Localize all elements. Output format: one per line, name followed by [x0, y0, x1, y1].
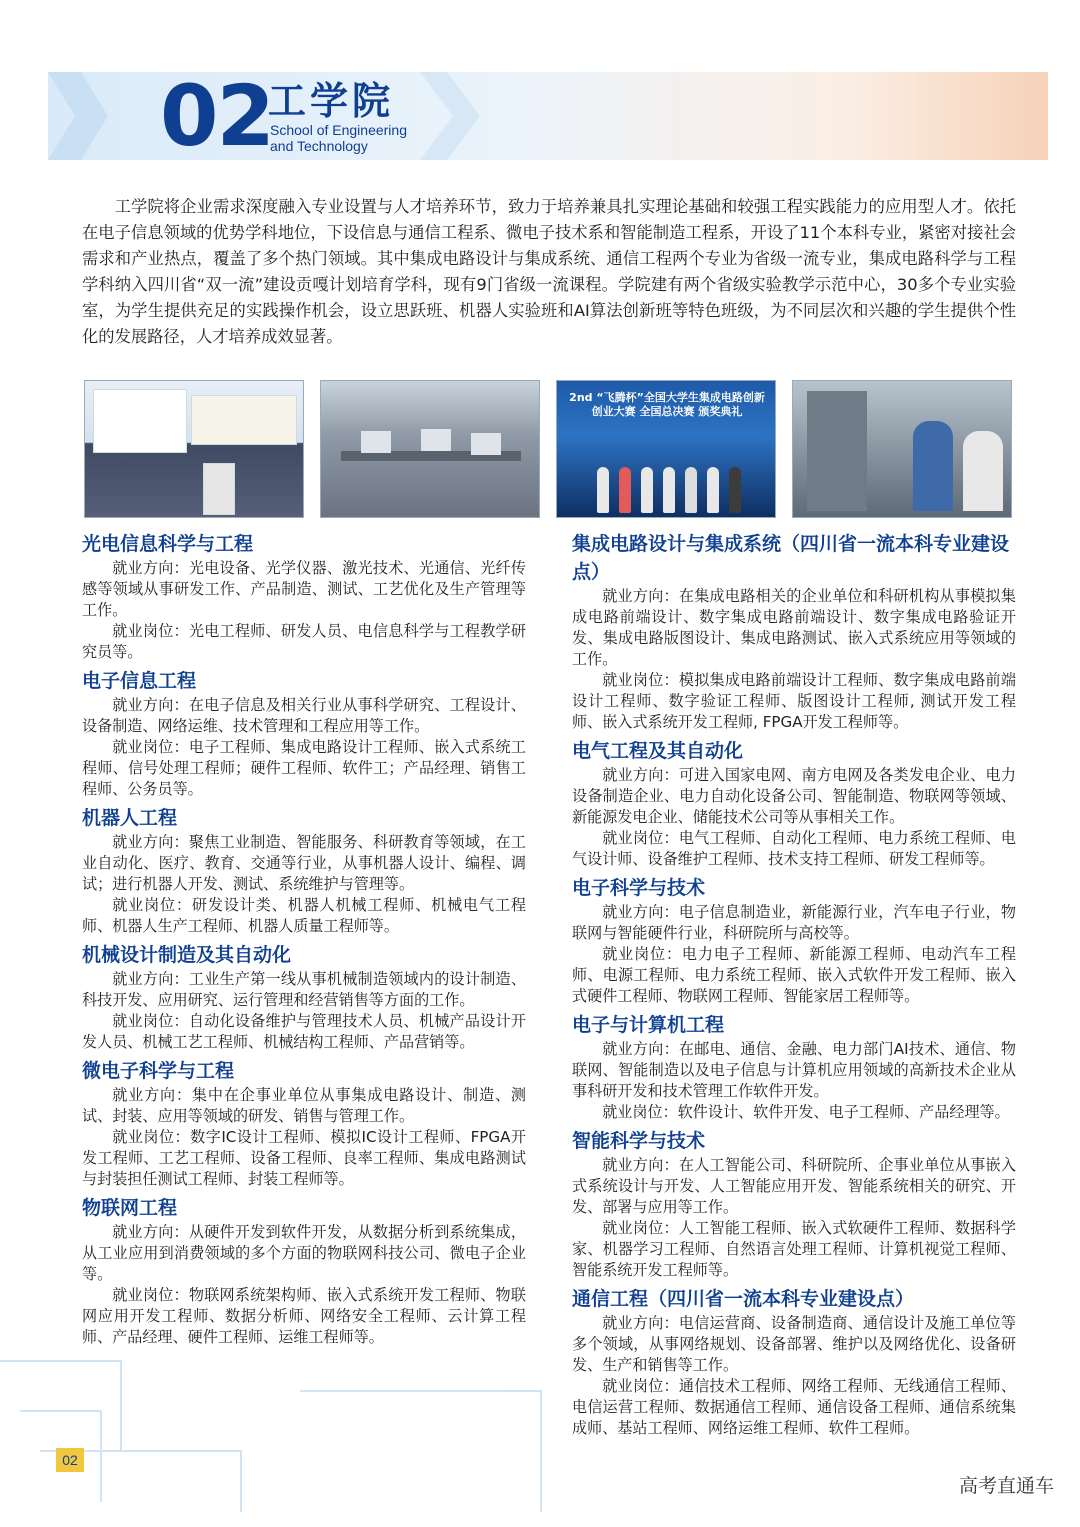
- chapter-subtitle-en: [270, 122, 407, 154]
- employment-direction: 就业方向：光电设备、光学仪器、激光技术、光通信、光纤传感等领域从事研发工作、产品制造、测试、工艺优化及生产管理等工作。: [82, 559, 526, 619]
- photo-strip: [84, 380, 1014, 518]
- left-column: [82, 530, 526, 1352]
- major-title: 物联网工程: [82, 1197, 178, 1219]
- chapter-number: 02: [160, 67, 273, 165]
- intro-paragraph: 工学院将企业需求深度融入专业设置与人才培养环节，致力于培养兼具扎实理论基础和较强工程实践能力的应用型人才。依托在电子信息领域的优势学科地位，下设信息与通信工程系、微电子技术系和智能制造工程系，开设了11个本科专业，紧密对接社会需求和产业热点，覆盖了多个热门领域。其中集成电路设计与集成系统、通信工程两个专业为省级一流专业，集成电路科学与工程学科纳入四川省“双一流”建设贡嘎计划培育学科，现有9门省级一流课程。学院建有两个省级实验教学示范中心，30多个专业实验室，为学生提供充足的实践操作机会，设立思跃班、机器人实验班和AI算法创新班等特色班级，为不同层次和兴趣的学生提供个性化的发展路径，人才培养成效显著。: [82, 197, 1016, 346]
- employment-positions: 就业岗位：光电工程师、研发人员、电信息科学与工程教学研究员等。: [82, 622, 526, 661]
- award-ceremony-photo: [556, 380, 776, 518]
- major-section: [572, 530, 1016, 733]
- employment-positions: 就业岗位：电子工程师、集成电路设计工程师、嵌入式系统工程师、信号处理工程师；硬件工程师、软件工；产品经理、销售工程师、公务员等。: [82, 738, 526, 798]
- major-title: 电子信息工程: [82, 670, 197, 692]
- employment-positions: 就业岗位：物联网系统架构师、嵌入式系统开发工程师、物联网应用开发工程师、数据分析师、网络安全工程师、云计算工程师、产品经理、硬件工程师、运维工程师等。: [82, 1286, 526, 1346]
- practice-photo: [792, 380, 1012, 518]
- major-section: [572, 1127, 1016, 1281]
- employment-positions: 就业岗位：电力电子工程师、新能源工程师、电动汽车工程师、电源工程师、电力系统工程师、嵌入式软件开发工程师、嵌入式硬件工程师、物联网工程师、智能家居工程师等。: [572, 945, 1016, 1005]
- major-title: 集成电路设计与集成系统（四川省一流本科专业建设点）: [572, 533, 1010, 583]
- employment-positions: 就业岗位：模拟集成电路前端设计工程师、数字集成电路前端设计工程师、数字验证工程师、版图设计工程师, 测试开发工程师、嵌入式系统开发工程师, FPGA开发工程师等。: [572, 671, 1016, 731]
- major-section: [82, 1194, 526, 1348]
- major-title: 通信工程（四川省一流本科专业建设点）: [572, 1288, 915, 1310]
- major-section: [82, 804, 526, 937]
- employment-direction: 就业方向：从硬件开发到软件开发，从数据分析到系统集成，从工业应用到消费领域的多个方面的物联网科技公司、微电子企业等。: [82, 1223, 526, 1283]
- employment-positions: 就业岗位：研发设计类、机器人机械工程师、机械电气工程师、机器人生产工程师、机器人质量工程师等。: [82, 896, 526, 935]
- page-number: 02: [56, 1448, 84, 1472]
- right-column: [572, 530, 1016, 1443]
- subtitle-line-2: and Technology: [270, 138, 368, 154]
- employment-direction: 就业方向：在人工智能公司、科研院所、企事业单位从事嵌入式系统设计与开发、人工智能应用开发、智能系统相关的研究、开发、部署与应用等工作。: [572, 1156, 1016, 1216]
- major-title: 智能科学与技术: [572, 1130, 706, 1152]
- major-section: [82, 941, 526, 1053]
- employment-positions: 就业岗位：人工智能工程师、嵌入式软硬件工程师、数据科学家、机器学习工程师、自然语言处理工程师、计算机视觉工程师、智能系统开发工程师等。: [572, 1219, 1016, 1279]
- employment-positions: 就业岗位：软件设计、软件开发、电子工程师、产品经理等。: [602, 1103, 1010, 1121]
- employment-direction: 就业方向：在集成电路相关的企业单位和科研机构从事模拟集成电路前端设计、数字集成电路前端设计、数字集成电路验证开发、集成电路版图设计、集成电路测试、嵌入式系统应用等领域的工作。: [572, 587, 1016, 668]
- watermark-text: 高考直通车: [958, 1475, 1054, 1497]
- major-title: 电子科学与技术: [572, 877, 706, 899]
- subtitle-line-1: School of Engineering: [270, 122, 407, 138]
- employment-direction: 就业方向：聚焦工业制造、智能服务、科研教育等领域，在工业自动化、医疗、教育、交通等行业，从事机器人设计、编程、调试；进行机器人开发、测试、系统维护与管理等。: [82, 833, 526, 893]
- employment-direction: 就业方向：在邮电、通信、金融、电力部门AI技术、通信、物联网、智能制造以及电子信息与计算机应用领域的高新技术企业从事科研开发和技术管理工作软件开发。: [572, 1040, 1016, 1100]
- major-section: [572, 1285, 1016, 1439]
- major-title: 微电子科学与工程: [82, 1060, 235, 1082]
- employment-direction: 就业方向：电信运营商、设备制造商、通信设计及施工单位等多个领域，从事网络规划、设备部署、维护以及网络优化、设备研发、生产和销售等工作。: [572, 1314, 1016, 1374]
- employment-direction: 就业方向：可进入国家电网、南方电网及各类发电企业、电力设备制造企业、电力自动化设备公司、智能制造、物联网等领域、新能源发电企业、储能技术公司等从事相关工作。: [572, 766, 1016, 826]
- major-title: 电气工程及其自动化: [572, 740, 744, 762]
- major-section: [572, 874, 1016, 1007]
- major-title: 光电信息科学与工程: [82, 533, 254, 555]
- lab-photo-1: [84, 380, 304, 518]
- employment-direction: 就业方向：工业生产第一线从事机械制造领域内的设计制造、科技开发、应用研究、运行管理和经营销售等方面的工作。: [82, 970, 526, 1009]
- major-title: 机械设计制造及其自动化: [82, 944, 292, 966]
- chapter-title: 工学院: [268, 79, 395, 123]
- major-section: [572, 737, 1016, 870]
- employment-positions: 就业岗位：数字IC设计工程师、模拟IC设计工程师、FPGA开发工程师、工艺工程师、设备工程师、良率工程师、集成电路测试与封装担任测试工程师、封装工程师等。: [82, 1128, 526, 1188]
- employment-direction: 就业方向：在电子信息及相关行业从事科学研究、工程设计、设备制造、网络运维、技术管理和工程应用等工作。: [82, 696, 526, 735]
- employment-positions: 就业岗位：自动化设备维护与管理技术人员、机械产品设计开发人员、机械工艺工程师、机械结构工程师、产品营销等。: [82, 1012, 526, 1051]
- employment-positions: 就业岗位：电气工程师、自动化工程师、电力系统工程师、电气设计师、设备维护工程师、技术支持工程师、研发工程师等。: [572, 829, 1016, 868]
- major-section: [572, 1011, 1016, 1123]
- major-section: [82, 530, 526, 663]
- classroom-photo: [320, 380, 540, 518]
- employment-positions: 就业岗位：通信技术工程师、网络工程师、无线通信工程师、电信运营工程师、数据通信工程师、通信设备工程师、通信系统集成师、基站工程师、网络运维工程师、软件工程师。: [572, 1377, 1016, 1437]
- major-section: [82, 667, 526, 800]
- employment-direction: 就业方向：集中在企事业单位从事集成电路设计、制造、测试、封装、应用等领域的研发、销售与管理工作。: [82, 1086, 526, 1125]
- employment-direction: 就业方向：电子信息制造业，新能源行业，汽车电子行业，物联网与智能硬件行业，科研院所与高校等。: [572, 903, 1016, 942]
- major-section: [82, 1057, 526, 1190]
- major-title: 电子与计算机工程: [572, 1014, 725, 1036]
- award-ceremony-caption: 2nd “飞腾杯”全国大学生集成电路创新创业大赛 全国总决赛 颁奖典礼: [569, 391, 765, 418]
- major-title: 机器人工程: [82, 807, 178, 829]
